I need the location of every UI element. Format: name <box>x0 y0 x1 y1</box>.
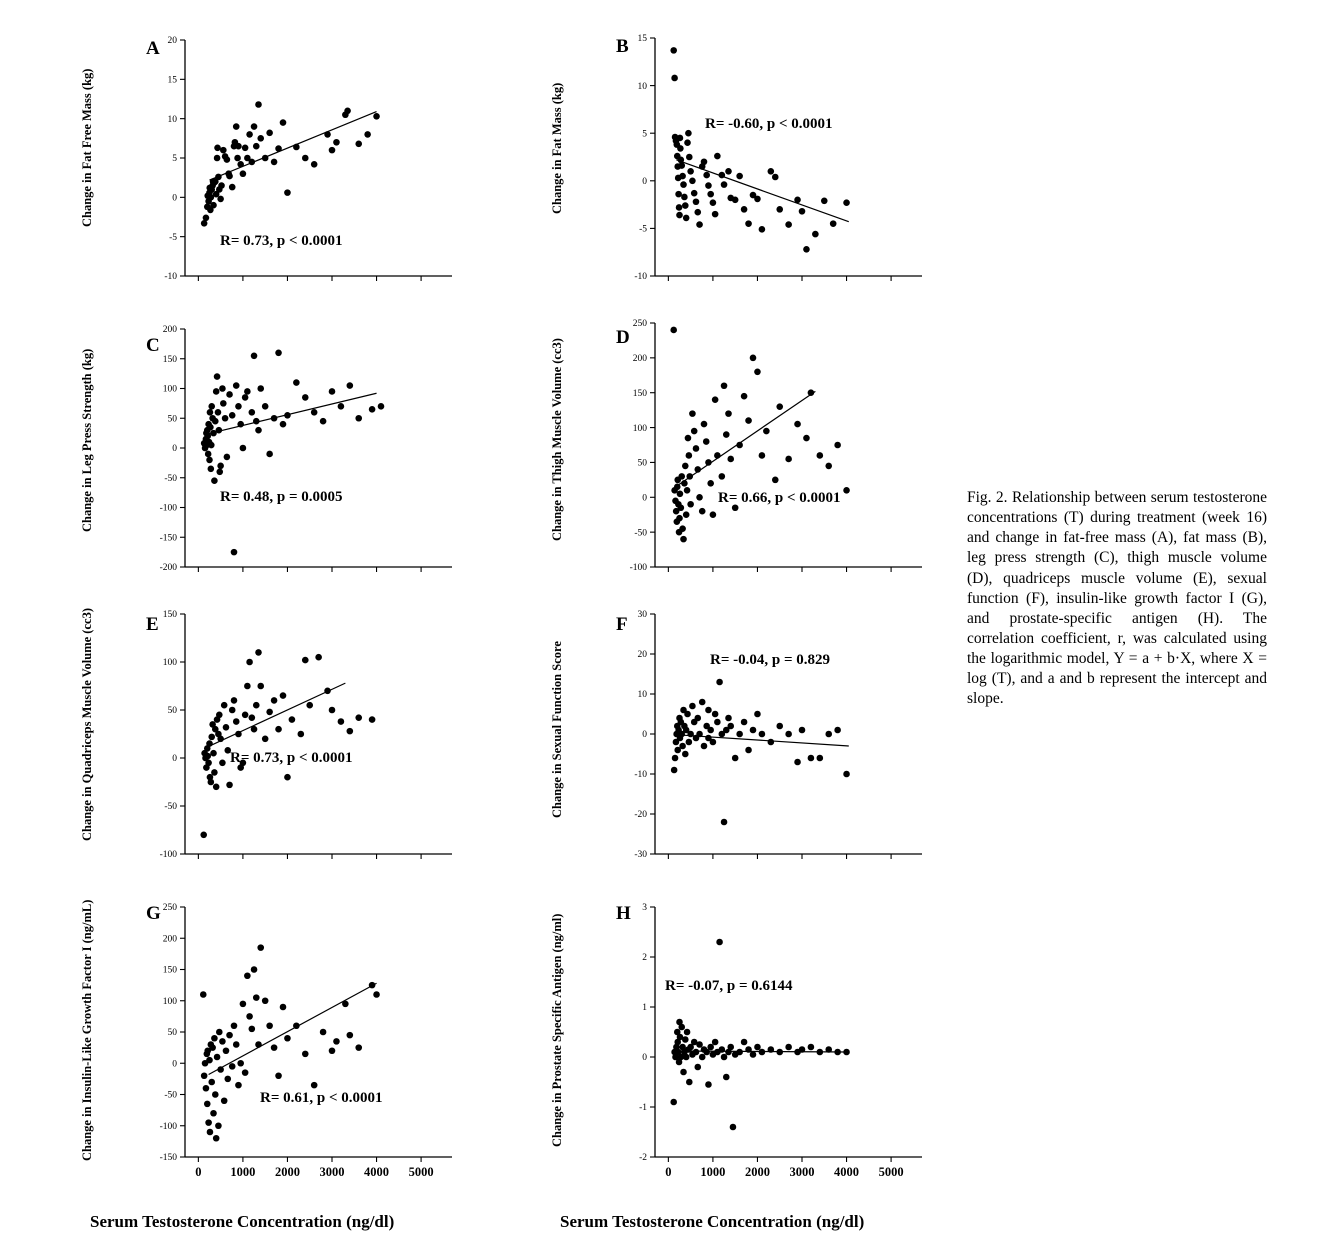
svg-text:5: 5 <box>642 129 647 140</box>
figure-caption <box>967 488 1267 710</box>
panel-e-ylabel: Change in Quadriceps Muscle Volume (cc3) <box>80 608 94 841</box>
svg-text:10: 10 <box>637 690 647 701</box>
svg-text:-50: -50 <box>634 528 647 539</box>
svg-text:-2: -2 <box>639 1153 647 1164</box>
panel-g-ylabel: Change in Insulin-Like Growth Factor I (ng/mL) <box>80 899 94 1161</box>
svg-text:200: 200 <box>162 934 177 945</box>
panel-b-stat: R= -0.60, p < 0.0001 <box>705 116 833 132</box>
svg-text:0: 0 <box>642 493 647 504</box>
svg-text:0: 0 <box>195 1165 202 1179</box>
svg-text:150: 150 <box>632 388 647 399</box>
panel-d-ylabel: Change in Thigh Muscle Volume (cc3) <box>550 338 564 541</box>
svg-text:-200: -200 <box>159 563 177 574</box>
panel-e <box>80 592 500 882</box>
panel-e-stat: R= 0.73, p < 0.0001 <box>230 750 353 766</box>
panel-d-stat: R= 0.66, p < 0.0001 <box>718 490 841 506</box>
panel-f-stat: R= -0.04, p = 0.829 <box>710 652 831 668</box>
caption-number: Fig. 2. <box>967 489 1008 506</box>
svg-text:-30: -30 <box>634 850 647 861</box>
svg-text:0: 0 <box>172 193 177 204</box>
panel-g-stat: R= 0.61, p < 0.0001 <box>260 1090 383 1106</box>
svg-text:100: 100 <box>162 658 177 669</box>
panel-a-ylabel: Change in Fat Free Mass (kg) <box>80 68 94 228</box>
panel-c-stat: R= 0.48, p = 0.0005 <box>220 489 343 505</box>
svg-text:-1: -1 <box>639 1103 647 1114</box>
svg-text:50: 50 <box>167 414 177 425</box>
svg-text:-5: -5 <box>639 224 647 235</box>
panel-c <box>80 305 500 590</box>
svg-text:150: 150 <box>162 354 177 365</box>
svg-text:-100: -100 <box>159 503 177 514</box>
panel-d-plot <box>550 305 970 590</box>
svg-text:-50: -50 <box>164 802 177 813</box>
svg-text:5000: 5000 <box>878 1165 904 1179</box>
panel-a <box>80 18 500 298</box>
panel-h <box>550 885 970 1185</box>
panel-a-stat: R= 0.73, p < 0.0001 <box>220 233 343 249</box>
svg-text:20: 20 <box>637 650 647 661</box>
svg-text:-150: -150 <box>159 1153 177 1164</box>
svg-text:250: 250 <box>162 903 177 914</box>
panel-g-letter: G <box>146 903 161 924</box>
panel-h-stat: R= -0.07, p = 0.6144 <box>665 978 793 994</box>
panel-g-plot <box>80 885 500 1185</box>
panel-b-letter: B <box>616 36 629 57</box>
svg-text:100: 100 <box>162 996 177 1007</box>
svg-text:50: 50 <box>167 706 177 717</box>
svg-text:20: 20 <box>167 36 177 47</box>
svg-text:150: 150 <box>162 965 177 976</box>
panel-h-letter: H <box>616 903 631 924</box>
xaxis-title-right: Serum Testosterone Concentration (ng/dl) <box>560 1212 865 1231</box>
svg-text:5: 5 <box>172 154 177 165</box>
svg-text:150: 150 <box>162 610 177 621</box>
svg-text:2000: 2000 <box>744 1165 770 1179</box>
svg-text:200: 200 <box>162 325 177 336</box>
svg-text:30: 30 <box>637 610 647 621</box>
svg-text:-100: -100 <box>159 1121 177 1132</box>
svg-text:10: 10 <box>637 81 647 92</box>
panel-e-letter: E <box>146 614 159 635</box>
svg-text:10: 10 <box>167 114 177 125</box>
svg-text:3: 3 <box>642 903 647 914</box>
panel-f-plot <box>550 592 970 882</box>
svg-text:-50: -50 <box>164 473 177 484</box>
xaxis-title-left: Serum Testosterone Concentration (ng/dl) <box>90 1212 395 1231</box>
svg-text:1000: 1000 <box>700 1165 726 1179</box>
panel-h-plot <box>550 885 970 1185</box>
svg-text:-150: -150 <box>159 533 177 544</box>
svg-text:2: 2 <box>642 953 647 964</box>
svg-text:-100: -100 <box>629 563 647 574</box>
svg-text:2000: 2000 <box>274 1165 300 1179</box>
svg-text:1000: 1000 <box>230 1165 256 1179</box>
panel-a-plot <box>80 18 500 298</box>
panel-f-letter: F <box>616 614 628 635</box>
svg-text:0: 0 <box>642 177 647 187</box>
svg-text:50: 50 <box>637 458 647 469</box>
svg-text:4000: 4000 <box>834 1165 860 1179</box>
svg-text:100: 100 <box>162 384 177 395</box>
svg-text:-10: -10 <box>164 272 177 283</box>
svg-text:-5: -5 <box>169 232 177 243</box>
panel-e-plot <box>80 592 500 882</box>
panel-g <box>80 885 500 1185</box>
panel-f <box>550 592 970 882</box>
svg-text:1: 1 <box>642 1003 647 1014</box>
svg-text:4000: 4000 <box>364 1165 390 1179</box>
panel-d <box>550 305 970 590</box>
svg-text:-50: -50 <box>164 1090 177 1101</box>
panel-b <box>550 18 970 298</box>
panel-h-ylabel: Change in Prostate Specific Antigen (ng/ml) <box>550 913 564 1147</box>
panel-c-plot <box>80 305 500 590</box>
svg-text:-10: -10 <box>634 770 647 781</box>
svg-text:15: 15 <box>167 75 177 86</box>
svg-text:0: 0 <box>172 754 177 765</box>
svg-text:100: 100 <box>632 423 647 434</box>
svg-text:250: 250 <box>632 319 647 330</box>
svg-text:0: 0 <box>665 1165 672 1179</box>
panel-b-ylabel: Change in Fat Mass (kg) <box>550 82 564 214</box>
svg-text:-10: -10 <box>634 272 647 283</box>
svg-text:-100: -100 <box>159 850 177 861</box>
panel-d-letter: D <box>616 327 630 348</box>
svg-text:50: 50 <box>167 1028 177 1039</box>
panel-f-ylabel: Change in Sexual Function Score <box>550 641 564 818</box>
svg-text:-20: -20 <box>634 810 647 821</box>
svg-text:0: 0 <box>172 444 177 455</box>
svg-text:15: 15 <box>637 34 647 45</box>
panel-c-letter: C <box>146 335 160 356</box>
svg-text:0: 0 <box>642 730 647 741</box>
svg-text:0: 0 <box>172 1059 177 1070</box>
svg-text:200: 200 <box>632 354 647 365</box>
svg-text:0: 0 <box>642 1053 647 1064</box>
svg-text:3000: 3000 <box>789 1165 815 1179</box>
panel-c-ylabel: Change in Leg Press Strength (kg) <box>80 348 94 533</box>
svg-text:5000: 5000 <box>408 1165 434 1179</box>
caption-text: Relationship between serum testosterone concentrations (T) during treatment (week 16) and change in fat-free mass (A), fat mass (B), leg press strength (C), thigh muscle volume (D), quadriceps muscle volume (E), sexual function (F), insulin-like growth factor I (G), and prostate-specific antigen (H). The correlation coefficient, r, was calculated using the logarithmic model, Y = a + b·X, where X = log (T), and a and b represent the intercept and slope. <box>967 489 1267 708</box>
panel-b-plot <box>550 18 970 298</box>
panel-a-letter: A <box>146 38 160 59</box>
svg-text:3000: 3000 <box>319 1165 345 1179</box>
